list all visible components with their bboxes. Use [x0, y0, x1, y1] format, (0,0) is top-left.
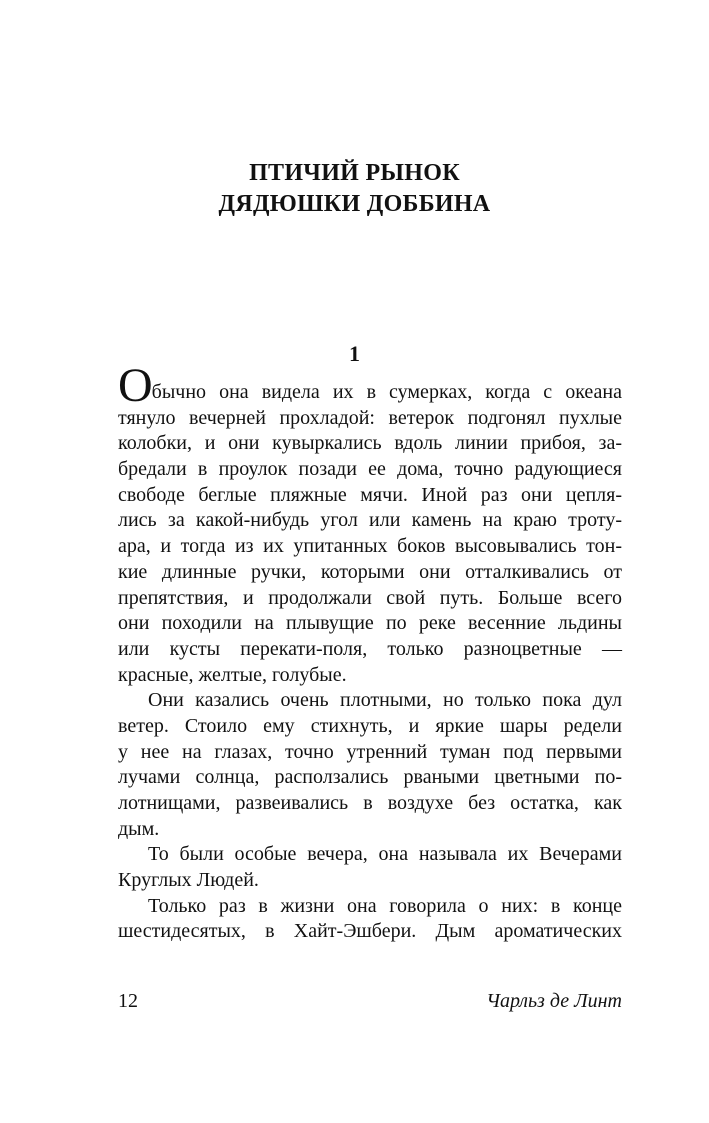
text-line: препятствия, и продолжали свой путь. Больше всего — [118, 586, 622, 609]
text-line: они походили на плывущие по реке весенние льдины — [118, 612, 622, 635]
text-line: лучами солнца, расползались рваными цветными по- — [118, 766, 622, 789]
text-line: тянуло вечерней прохладой: ветерок подгонял пухлые — [118, 406, 622, 429]
paragraph — [118, 842, 622, 893]
text-line: дым. — [118, 817, 160, 840]
text-line: ара, и тогда из их упитанных боков высовывались тон- — [118, 535, 622, 558]
text-line: шестидесятых, в Хайт-Эшбери. Дым ароматических — [118, 920, 622, 943]
story-title — [0, 158, 709, 220]
text-line: красные, желтые, голубые. — [118, 663, 347, 686]
text-line: кие длинные ручки, которыми они отталкивались от — [118, 560, 622, 583]
text-line: Обычно она видела их в сумерках, когда с океана — [118, 359, 622, 412]
text-line: То были особые вечера, она называла их Вечерами — [148, 843, 622, 866]
drop-cap: О — [118, 359, 152, 412]
paragraph — [118, 688, 622, 842]
text-line: ветер. Стоило ему стихнуть, и яркие шары редели — [118, 714, 622, 737]
text-line: свободе беглые пляжные мячи. Иной раз они цепля- — [118, 483, 622, 506]
text-line: у нее на глазах, точно утренний туман под первыми — [118, 740, 622, 763]
text-line: лись за какой-нибудь угол или камень на краю троту- — [118, 509, 622, 532]
story-title-line-2: ДЯДЮШКИ ДОББИНА — [218, 191, 491, 217]
text-line: или кусты перекати-поля, только разноцветные — — [118, 637, 622, 660]
paragraph — [118, 359, 622, 688]
story-title-line-1: ПТИЧИЙ РЫНОК — [249, 160, 460, 186]
text-line: лотнищами, развеивались в воздухе без остатка, как — [118, 792, 622, 814]
text-line: бредали в проулок позади ее дома, точно радующиеся — [118, 458, 622, 481]
body-text — [118, 359, 622, 945]
page-number: 12 — [118, 990, 138, 1012]
text-line: колобки, и они кувыркались вдоль линии прибоя, за- — [118, 432, 622, 455]
paragraph — [118, 894, 622, 945]
text-line: Только раз в жизни она говорила о них: в конце — [148, 894, 622, 917]
chapter-number: 1 — [349, 341, 360, 366]
text-line: Они казались очень плотными, но только пока дул — [148, 689, 622, 712]
text-line: Круглых Людей. — [118, 869, 259, 892]
running-footer-author: Чарльз де Линт — [486, 990, 622, 1012]
